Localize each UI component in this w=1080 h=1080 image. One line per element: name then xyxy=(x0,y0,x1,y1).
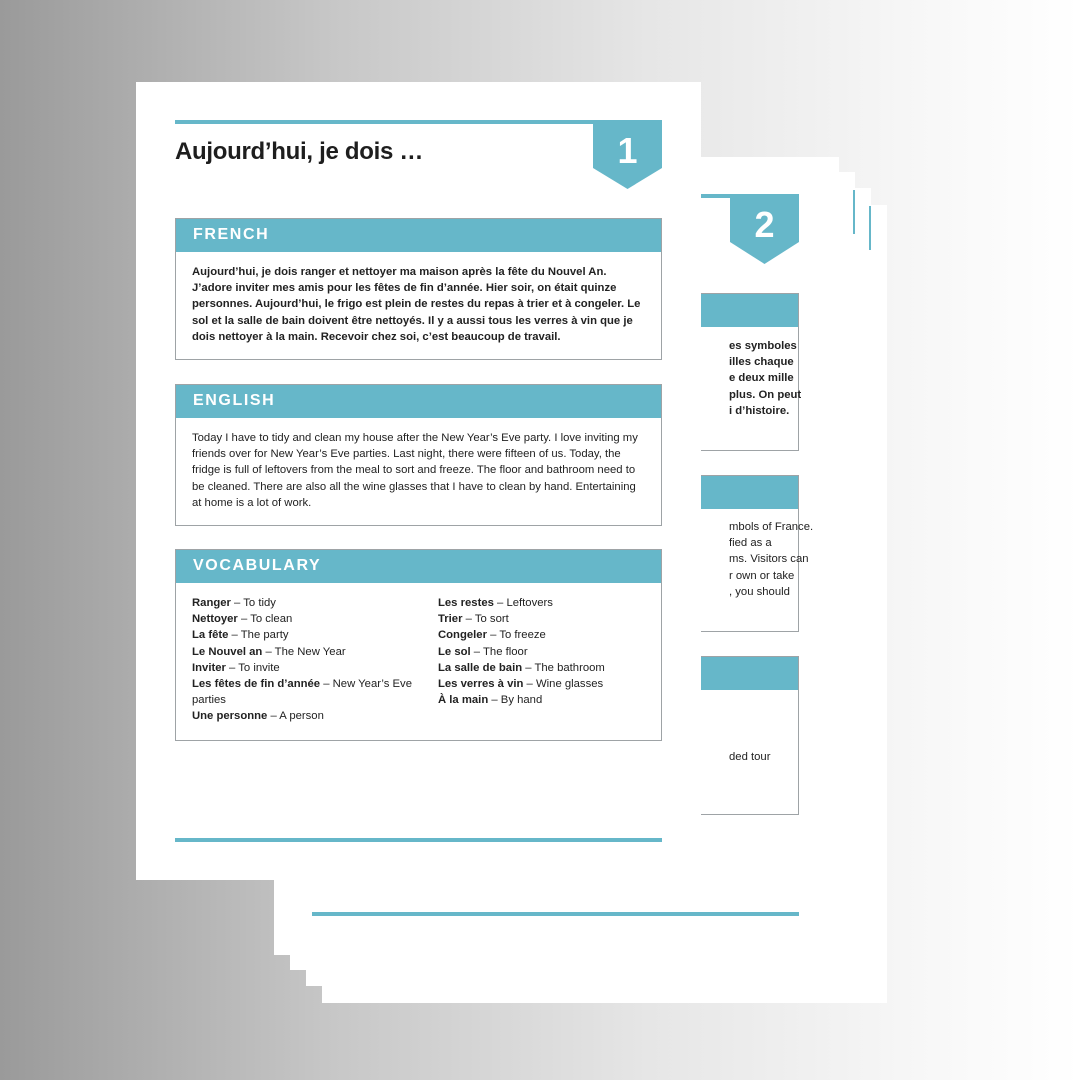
french-text: Aujourd’hui, je dois ranger et nettoyer ma maison après la fête du Nouvel An. J’adore inviter mes amis pour les fêtes de fin d’année. Hier soir, on était quinze personnes. Aujourd’hui, le frigo est plein de restes du repas à trier et à congeler. Le sol et la salle de bain doivent être nettoyés. Il y a aussi tous les verres à vin que je dois nettoyer à la main. Recevoir chez soi, c’est beaucoup de travail. xyxy=(192,266,641,343)
vocab-term: Le sol xyxy=(438,645,471,658)
vocab-term: Les verres à vin xyxy=(438,678,524,691)
text-line: es symboles xyxy=(729,340,797,352)
vocabulary-heading: VOCABULARY xyxy=(176,550,661,583)
vocab-definition: Leftovers xyxy=(506,597,553,609)
page1-number: 1 xyxy=(617,130,638,171)
vocab-definition: New Year’s Eve parties xyxy=(192,678,412,707)
page2-number-badge xyxy=(730,194,799,264)
text-line: r own or take xyxy=(729,569,795,582)
page2-bottom-bar xyxy=(312,912,799,916)
vocab-term: Les restes xyxy=(438,597,494,609)
vocab-entry: Une personne – A person xyxy=(192,710,324,723)
vocab-entry: À la main – By hand xyxy=(438,694,543,707)
sheet-accent-edge xyxy=(869,206,871,250)
vocab-entry: Les restes – Leftovers xyxy=(438,597,553,609)
vocab-term: À la main xyxy=(438,694,489,707)
vocab-definition: A person xyxy=(279,710,324,723)
vocab-definition: The floor xyxy=(483,645,528,658)
vocab-term: Une personne xyxy=(192,710,268,723)
vocab-entry: Les verres à vin – Wine glasses xyxy=(438,678,604,691)
vocab-definition: Wine glasses xyxy=(535,678,604,691)
vocab-definition: To freeze xyxy=(499,629,546,642)
text-line: ms. Visitors can xyxy=(729,553,809,566)
text-line: i d’histoire. xyxy=(729,404,790,417)
page1-top-bar xyxy=(175,120,661,124)
vocab-entry: Inviter – To invite xyxy=(192,661,280,674)
english-text: Today I have to tidy and clean my house after the New Year’s Eve party. I love inviting my friends over for New Year’s Eve parties. Last night, there were fifteen of us. Today, the fridge is full of leftovers from the meal to sort and freeze. The floor and bathroom need to be cleaned. There are also all the wine glasses that I have to clean by hand. Entertaining at home is a lot of work. xyxy=(192,432,638,509)
vocab-term: La salle de bain xyxy=(438,661,523,674)
text-line: , you should xyxy=(729,585,790,598)
vocab-term: Nettoyer xyxy=(192,613,238,626)
vocab-term: Congeler xyxy=(438,629,487,642)
sheet-accent-edge xyxy=(853,190,855,234)
vocab-definition: To sort xyxy=(474,613,509,626)
vocab-term: Ranger xyxy=(192,597,231,609)
vocab-definition: The party xyxy=(240,629,289,642)
vocab-term: Le Nouvel an xyxy=(192,645,263,658)
vocab-definition: By hand xyxy=(500,694,543,707)
text-line: e deux mille xyxy=(729,372,794,385)
vocab-definition: To invite xyxy=(238,661,280,674)
vocab-entry: Congeler – To freeze xyxy=(438,629,546,642)
vocabulary-list xyxy=(176,583,661,725)
vocab-definition: To tidy xyxy=(243,597,276,609)
text-line: illes chaque xyxy=(729,356,794,369)
vocab-term: Les fêtes de fin d’année xyxy=(192,678,321,691)
page1-bottom-bar xyxy=(175,838,662,842)
vocab-definition: The bathroom xyxy=(534,661,605,674)
vocab-definition: The New Year xyxy=(274,645,346,658)
vocabulary-section xyxy=(175,549,662,741)
vocabulary-column-1 xyxy=(192,595,438,725)
vocab-definition: To clean xyxy=(250,613,293,626)
page2-french-text xyxy=(729,338,802,419)
english-heading: ENGLISH xyxy=(176,385,661,418)
french-section xyxy=(175,218,662,360)
vocabulary-column-2 xyxy=(438,595,645,725)
page2-number: 2 xyxy=(754,204,775,245)
english-section xyxy=(175,384,662,526)
vocab-term: Inviter xyxy=(192,661,226,674)
page-title: Aujourd’hui, je dois … xyxy=(175,138,424,165)
french-heading: FRENCH xyxy=(176,219,661,252)
vocab-entry: Ranger – To tidy xyxy=(192,597,276,609)
vocab-term: Trier xyxy=(438,613,463,626)
text-line: mbols of France. xyxy=(729,521,814,533)
vocab-entry: Trier – To sort xyxy=(438,613,509,626)
vocab-entry: Les fêtes de fin d’année – New Year’s Eve parties xyxy=(192,678,412,707)
page2-english-text xyxy=(729,519,814,600)
page1-number-badge xyxy=(593,120,662,189)
vocab-entry: Le sol – The floor xyxy=(438,645,528,658)
worksheet-page-1 xyxy=(136,82,701,880)
vocab-entry: La salle de bain – The bathroom xyxy=(438,661,605,674)
vocab-term: La fête xyxy=(192,629,229,642)
vocab-entry: La fête – The party xyxy=(192,629,289,642)
vocab-entry: Nettoyer – To clean xyxy=(192,613,293,626)
vocab-entry: Le Nouvel an – The New Year xyxy=(192,645,346,658)
text-line: plus. On peut xyxy=(729,388,802,401)
page2-vocab-text xyxy=(729,749,771,765)
text-line: ded tour xyxy=(729,751,771,763)
text-line: fied as a xyxy=(729,537,772,550)
